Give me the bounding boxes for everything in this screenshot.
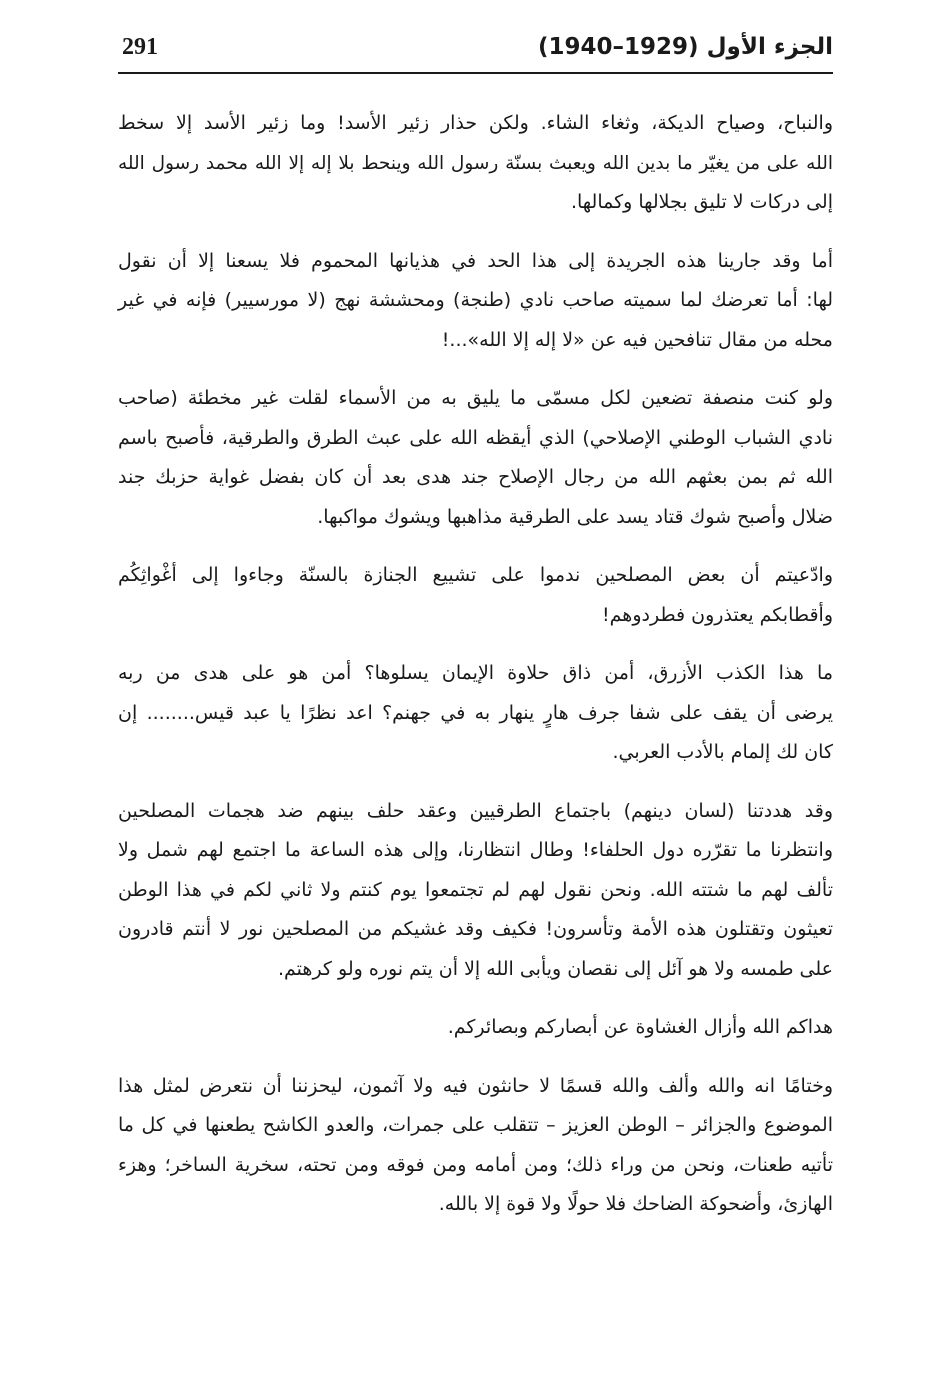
text-line: إلى دركات لا تليق بجلالها وكمالها. [570, 191, 833, 213]
text-line: الله ثم بمن بعثهم الله من رجال الإصلاح جند هدى بعد أن كان بفضل غواية حزبك جند [118, 466, 833, 488]
paragraph [118, 1008, 833, 1048]
text-line: الله على من يغيّر ما بدين الله ويعبث بسنّة رسول الله وينحط بلا إله إلا الله محمد رسول الله [118, 152, 833, 174]
text-line: وادّعيتم أن بعض المصلحين ندموا على تشييع الجنازة بالسنّة وجاءوا إلى أغْواثِكُم [118, 564, 833, 586]
text-line: كان لك إلمام بالأدب العربي. [612, 741, 833, 763]
text-line: لها: أما تعرضك لما سميته صاحب نادي (طنجة) ومحششة نهج (لا مورسيير) فإنه في غير [118, 289, 833, 311]
text-line: الموضوع والجزائر – الوطن العزيز – تتقلب على جمرات، والعدو الكاشح يطعنها في كل ما [118, 1114, 833, 1136]
text-line: تعيثون وتقتلون هذه الأمة وتأسرون! فكيف وقد غشيكم من المصلحين نور لا أنتم قادرون [118, 918, 833, 940]
text-line: نادي الشباب الوطني الإصلاحي) الذي أيقظه الله على عبث الطرق والطرقية، فأصبح باسم [118, 426, 833, 449]
paragraph [118, 654, 833, 773]
text-line: تألف لهم ما شتته الله. ونحن نقول لهم لم تجتمعوا يوم كنتم ولا ثاني لكم في هذا الوطن [118, 878, 833, 901]
text-line: أما وقد جارينا هذه الجريدة إلى هذا الحد في هذيانها المحموم فلا يسعنا إلا أن نقول [118, 249, 833, 272]
page-number: 291 [122, 34, 158, 60]
text-line: وقد هددتنا (لسان دينهم) باجتماع الطرقيين وعقد حلف بينهم ضد هجمات المصلحين [118, 799, 833, 822]
text-line: وانتظرنا ما تقرّره دول الحلفاء! وطال انتظارنا، وإلى هذه الساعة ما اجتمع لهم شمل ولا [118, 839, 833, 861]
running-title: الجزء الأول (1929–1940) [538, 34, 833, 60]
text-line: ولو كنت منصفة تضعين لكل مسمّى ما يليق به من الأسماء لقلت غير مخطئة (صاحب [118, 387, 833, 409]
body-text [118, 104, 833, 1244]
paragraph [118, 379, 833, 537]
text-line: ما هذا الكذب الأزرق، أمن ذاق حلاوة الإيمان يسلوها؟ أمن هو على هدى من ربه [118, 662, 833, 684]
paragraph [118, 792, 833, 990]
text-line: على طمسه ولا هو آئل إلى نقصان ويأبى الله إلا أن يتم نوره ولو كرهتم. [278, 957, 833, 980]
paragraph [118, 1067, 833, 1225]
text-line: تأتيه طعنات، ونحن من وراء ذلك؛ ومن أمامه ومن فوقه ومن تحته، سخرية الساخر؛ وهزء [118, 1153, 833, 1176]
text-line: ضلال وأصبح شوك قتاد يسد على الطرقية مذاهبها ويشوك مواكبها. [317, 505, 833, 528]
text-line: والنباح، وصياح الديكة، وثغاء الشاء. ولكن حذار زئير الأسد! وما زئير الأسد إلا سخط [118, 112, 833, 134]
text-line: هداكم الله وأزال الغشاوة عن أبصاركم وبصائركم. [447, 1016, 833, 1038]
text-line: محله من مقال تنافحين فيه عن «لا إله إلا الله»...! [441, 328, 833, 351]
running-header [118, 28, 833, 74]
text-line: الهازئ، وأضحوكة الضاحك فلا حولًا ولا قوة إلا بالله. [438, 1193, 833, 1215]
text-line: وأقطابكم يعتذرون فطردوهم! [602, 603, 833, 626]
text-line: يرضى أن يقف على شفا جرف هارٍ ينهار به في جهنم؟ اعد نظرًا يا عبد قيس........ إن [118, 701, 833, 724]
paragraph [118, 104, 833, 223]
paragraph [118, 556, 833, 635]
text-line: وختامًا انه والله وألف والله قسمًا لا حانثون فيه ولا آثمون، ليحزننا أن نتعرض لمثل هذا [118, 1074, 833, 1097]
paragraph [118, 242, 833, 361]
